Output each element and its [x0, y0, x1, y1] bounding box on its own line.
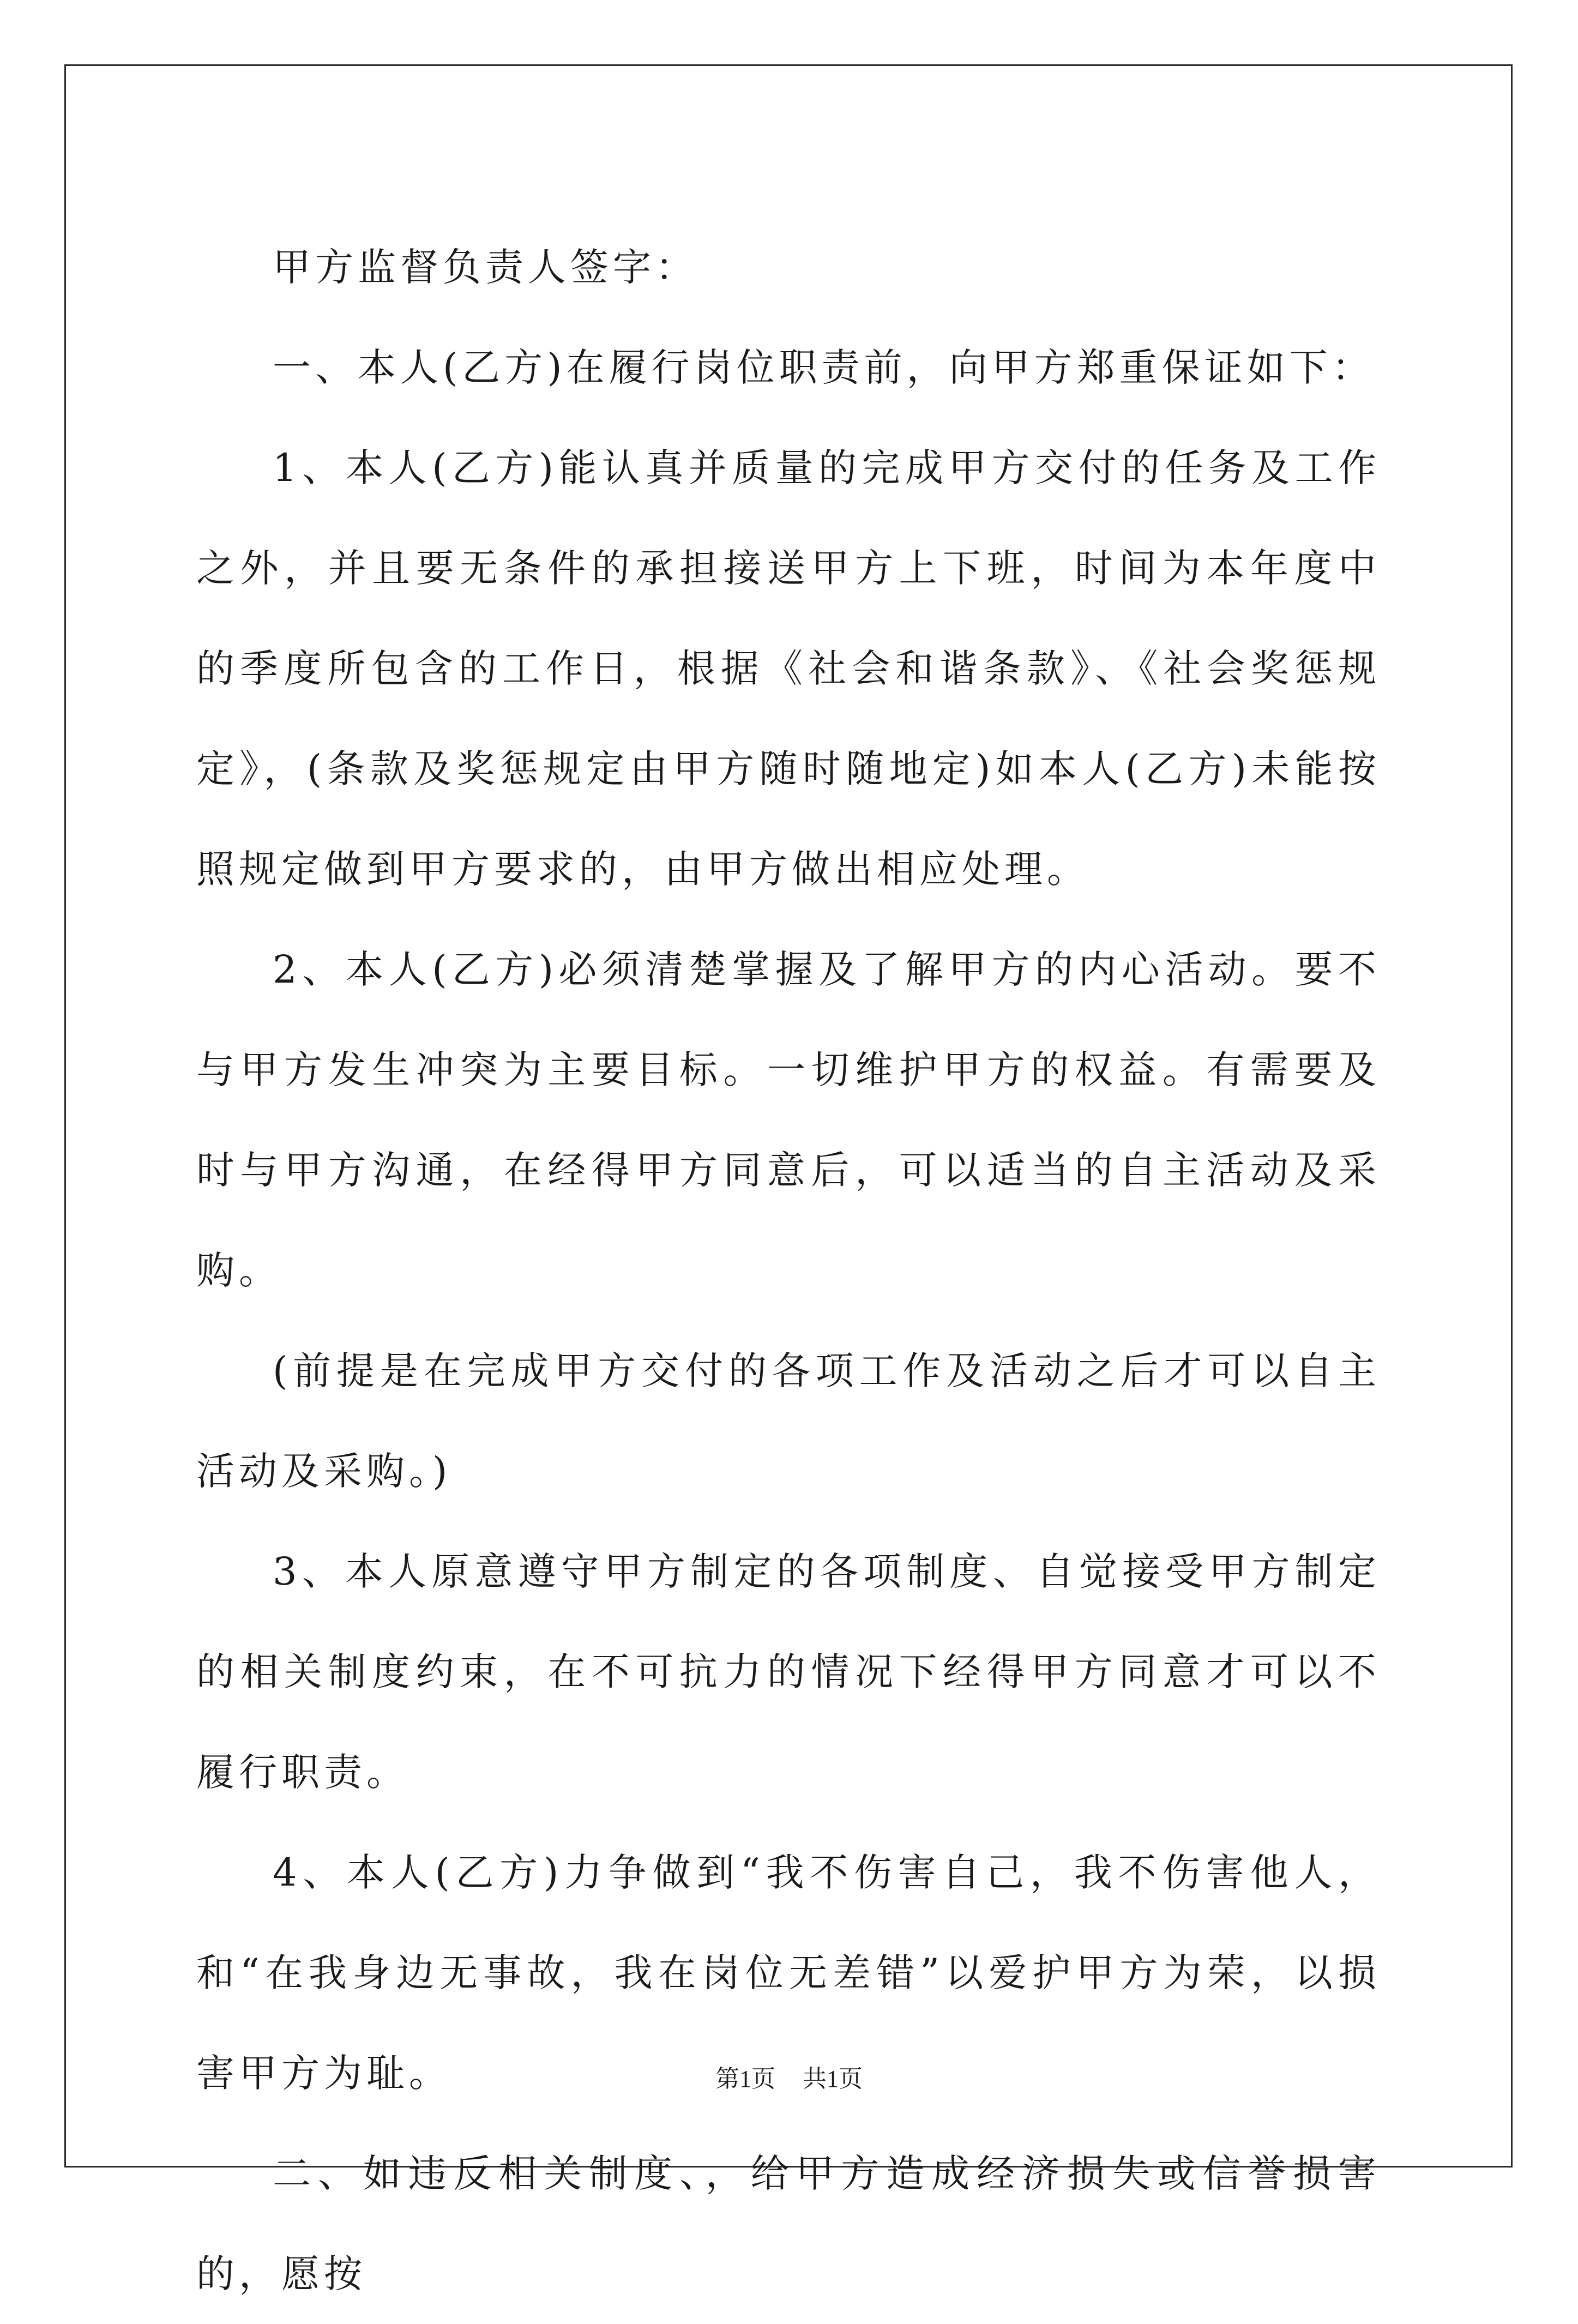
paragraph-clause-2-note: (前提是在完成甲方交付的各项工作及活动之后才可以自主活动及采购。)	[196, 1348, 1381, 1494]
paragraph-clause-3: 3、本人原意遵守甲方制定的各项制度、自觉接受甲方制定的相关制度约束，在不可抗力的情况下经得甲方同意才可以不履行职责。	[196, 1549, 1381, 1795]
page-number: 第1页	[715, 2066, 775, 2092]
page-footer	[0, 2059, 1578, 2094]
paragraph-clause-2: 2、本人(乙方)必须清楚掌握及了解甲方的内心活动。要不与甲方发生冲突为主要目标。一切维护甲方的权益。有需要及时与甲方沟通，在经得甲方同意后，可以适当的自主活动及采购。	[196, 947, 1381, 1293]
paragraph-section-one: 一、本人(乙方)在履行岗位职责前，向甲方郑重保证如下：	[273, 345, 1375, 390]
page-total: 共1页	[803, 2066, 863, 2092]
paragraph-signature-line: 甲方监督负责人签字：	[273, 245, 698, 290]
paragraph-clause-1: 1、本人(乙方)能认真并质量的完成甲方交付的任务及工作之外，并且要无条件的承担接送甲方上下班，时间为本年度中的季度所包含的工作日，根据《社会和谐条款》、《社会奖惩规定》，(条款及奖惩规定由甲方随时随地定)如本人(乙方)未能按照规定做到甲方要求的，由甲方做出相应处理。	[196, 445, 1381, 892]
paragraph-clause-4: 4、本人(乙方)力争做到“我不伤害自己，我不伤害他人，和“在我身边无事故，我在岗位无差错”以爱护甲方为荣，以损害甲方为耻。	[196, 1850, 1381, 2096]
paragraph-section-two: 二、如违反相关制度、，给甲方造成经济损失或信誉损害的，愿按	[196, 2151, 1381, 2296]
document-body	[196, 217, 1381, 2324]
